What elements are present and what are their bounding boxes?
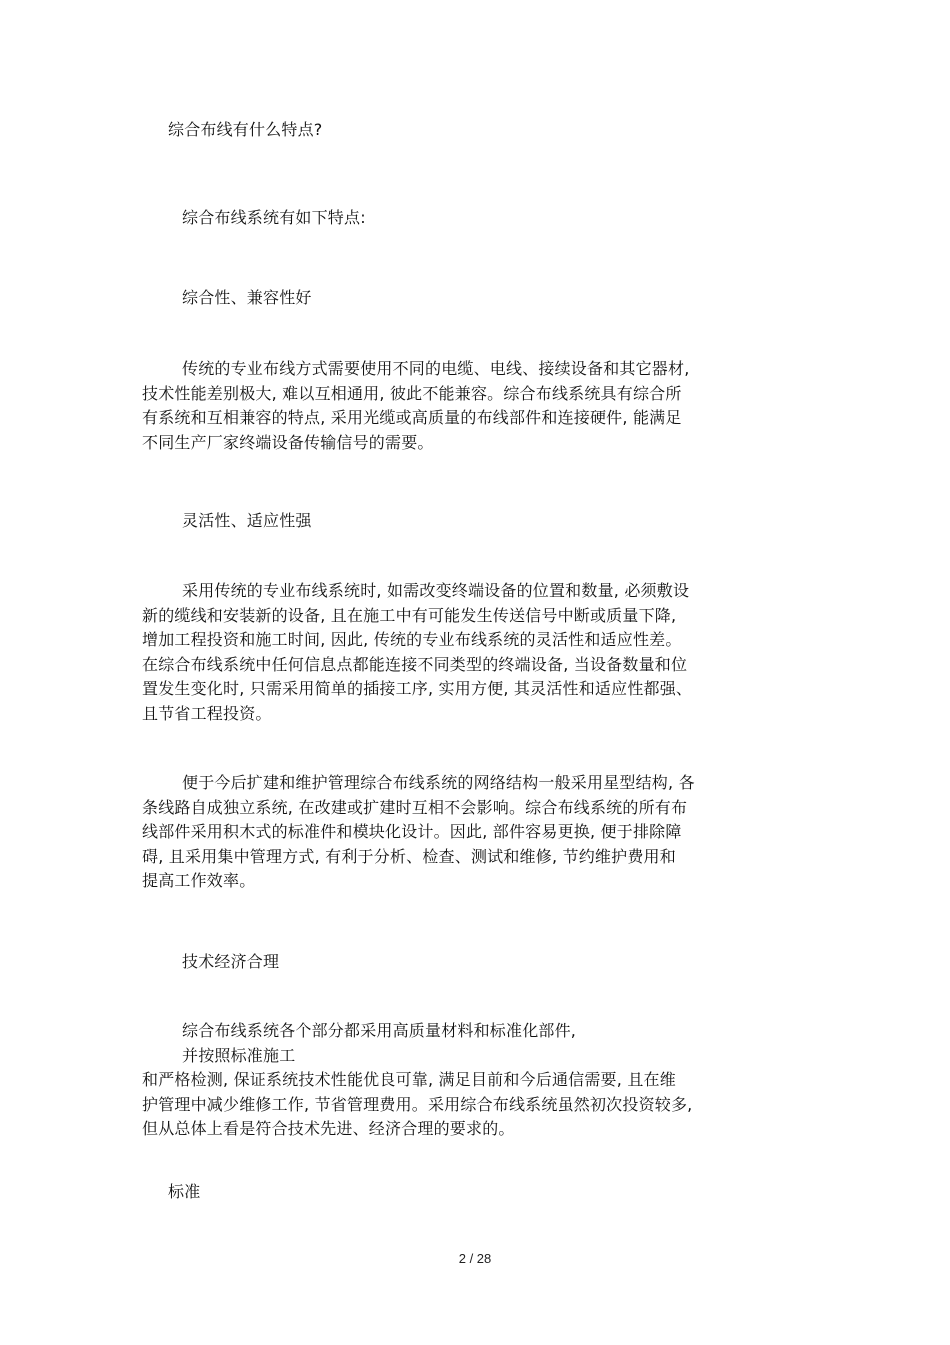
paragraph-maintenance [142,771,695,894]
intro-text: 综合布线系统有如下特点: [182,208,366,227]
paragraph-line: 便于今后扩建和维护管理综合布线系统的网络结构一般采用星型结构, 各 [182,773,695,792]
paragraph-line-part: 综合布线系统各个部分都采用高质量材料和标准化部件, [182,1021,577,1040]
paragraph-line: 护管理中减少维修工作, 节省管理费用。采用综合布线系统虽然初次投资较多, [142,1094,693,1114]
section-heading-flexibility: 灵活性、适应性强 [182,511,312,530]
paragraph-line: 和严格检测, 保证系统技术性能优良可靠, 满足目前和今后通信需要, 且在维 [142,1070,676,1089]
page-number: 2 / 28 [458,1251,492,1266]
paragraph-line: 且节省工程投资。 [142,703,272,723]
paragraph-line: 不同生产厂家终端设备传输信号的需要。 [142,432,434,452]
paragraph-line: 传统的专业布线方式需要使用不同的电缆、电线、接续设备和其它器材, [182,359,690,378]
paragraph-line: 置发生变化时, 只需采用简单的插接工序, 实用方便, 其灵活性和适应性都强、 [142,679,693,698]
section-heading-compatibility: 综合性、兼容性好 [182,288,312,307]
paragraph-line: 有系统和互相兼容的特点, 采用光缆或高质量的布线部件和连接硬件, 能满足 [142,408,682,427]
paragraph-line: 技术性能差别极大, 难以互相通用, 彼此不能兼容。综合布线系统具有综合所 [142,383,682,403]
section-heading-economy: 技术经济合理 [182,952,280,971]
paragraph-line: 提高工作效率。 [142,871,256,890]
section-heading-standards: 标准 [168,1182,201,1201]
paragraph-line: 增加工程投资和施工时间, 因此, 传统的专业布线系统的灵活性和适应性差。 [142,630,682,649]
paragraph-flexibility [142,579,692,726]
paragraph-compatibility [142,357,690,455]
paragraph-line: 在综合布线系统中任何信息点都能连接不同类型的终端设备, 当设备数量和位 [142,654,688,674]
paragraph-line: 线部件采用积木式的标准件和模块化设计。因此, 部件容易更换, 便于排除障 [142,822,682,841]
paragraph-line: 新的缆线和安装新的设备, 且在施工中有可能发生传送信号中断或质量下降, [142,605,677,625]
paragraph-line-part: 并按照标准施工 [182,1045,296,1065]
paragraph-line: 碍, 且采用集中管理方式, 有利于分析、检查、测试和维修, 节约维护费用和 [142,846,676,866]
paragraph-line: 但从总体上看是符合技术先进、经济合理的要求的。 [142,1119,515,1138]
document-title: 综合布线有什么特点? [168,120,323,139]
paragraph-line-split [142,1019,692,1068]
paragraph-line: 条线路自成独立系统, 在改建或扩建时互相不会影响。综合布线系统的所有布 [142,797,688,817]
paragraph-economy [142,1019,692,1142]
paragraph-line: 采用传统的专业布线系统时, 如需改变终端设备的位置和数量, 必须敷设 [182,581,690,600]
